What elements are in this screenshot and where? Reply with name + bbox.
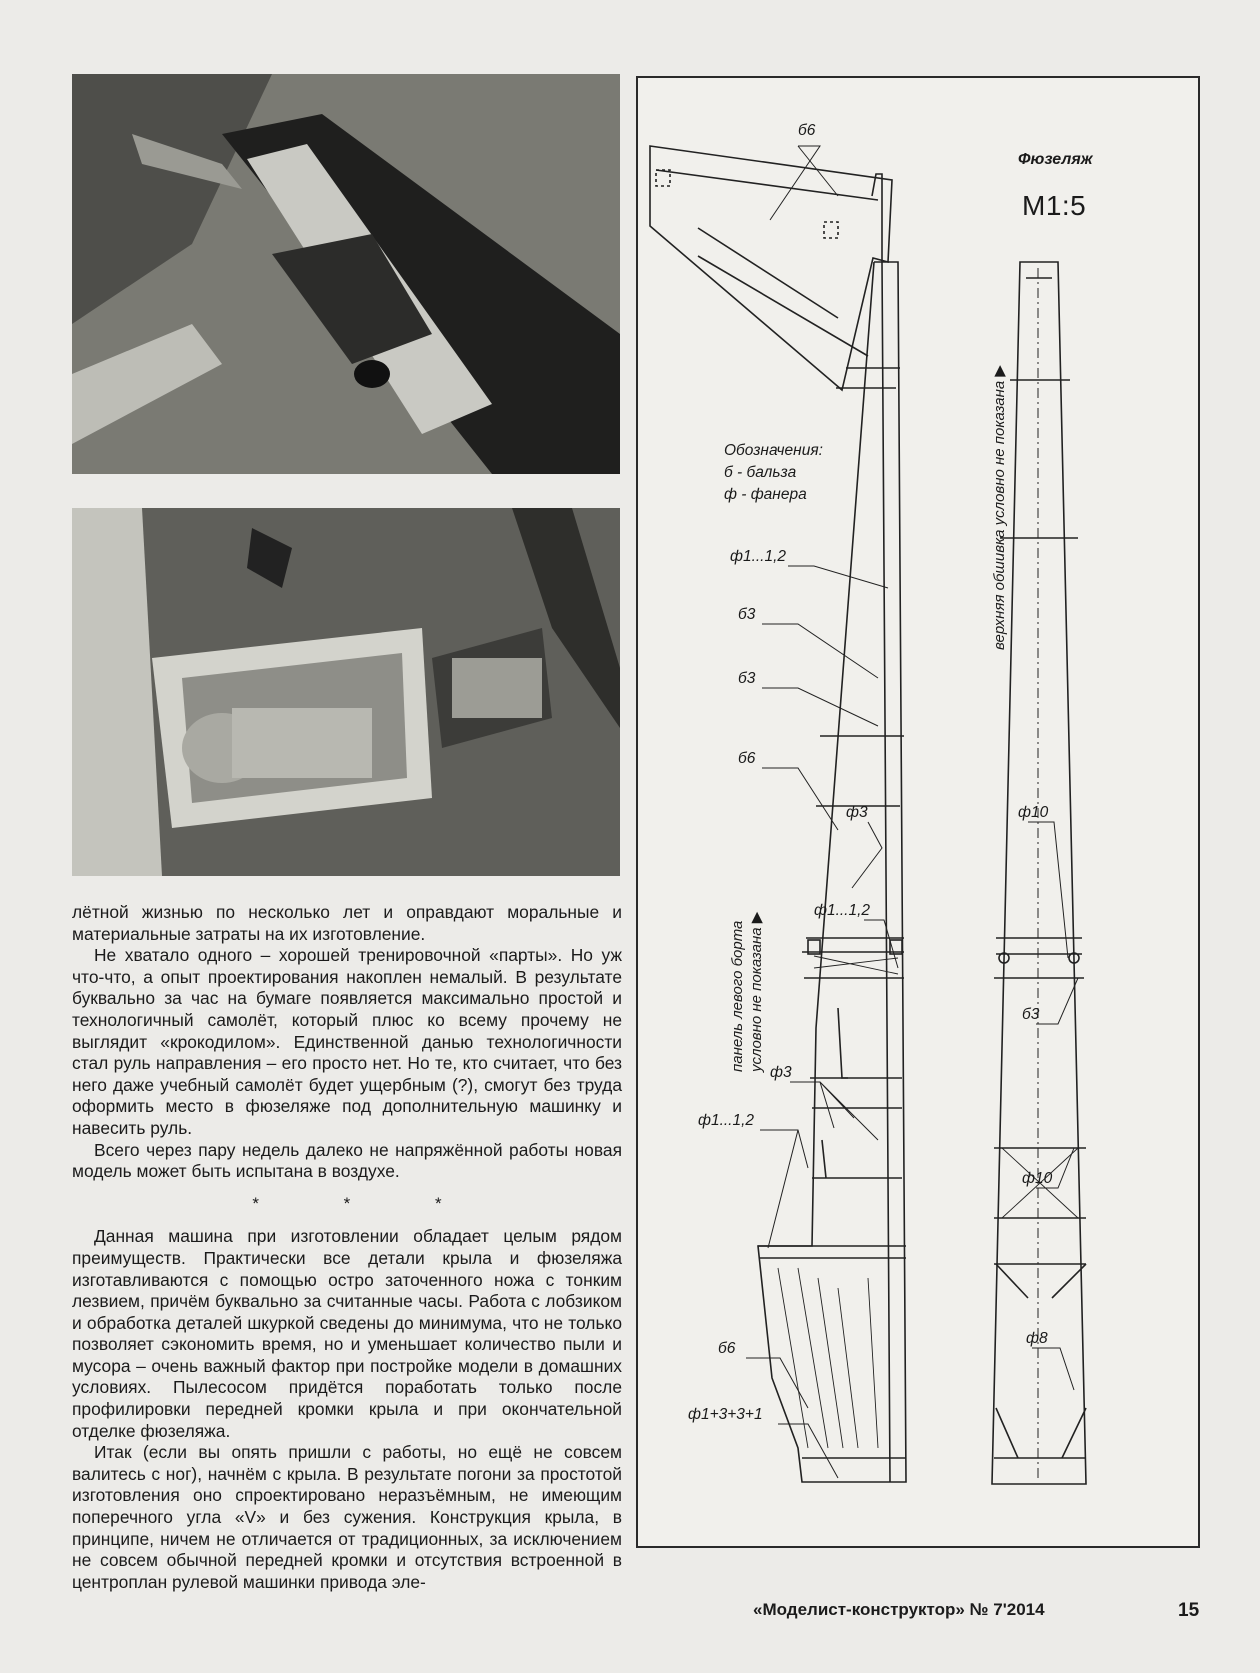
part-label: б3 (738, 606, 756, 623)
drawing-scale: М1:5 (1022, 190, 1087, 221)
legend-plywood: ф - фанера (724, 486, 807, 503)
photo-model-interior (72, 508, 620, 876)
legend (724, 440, 823, 506)
paragraph: Всего через пару недель далеко не напряжённой работы новая модель может быть испытана в воздухе. (72, 1139, 622, 1182)
paragraph: Не хватало одного – хорошей тренировочной «парты». Но уж что-что, а опыт проектирования накоплен немалый. В результате буквально за час на бумаге появляется максимально простой и технологичный самолёт, который плюс ко всему прочему не выглядит «крокодилом». Единственной данью технологичности стал руль направления – его просто нет. Но те, кто считает, что без него даже учебный самолёт будет ущербным (?), смогут без труда оформить место в фюзеляже под дополнительную машинку и навесить руль. (72, 945, 622, 1138)
drawing-title: Фюзеляж (1018, 151, 1093, 168)
paragraph: лётной жизнью по несколько лет и оправдают моральные и материальные затраты на их изготовление. (72, 902, 622, 944)
part-label: ф1+3+3+1 (688, 1406, 763, 1423)
fuselage-drawing (636, 76, 1200, 1548)
part-label: ф1...1,2 (698, 1112, 755, 1129)
legend-balsa: б - бальза (724, 464, 797, 481)
section-separator: * * * (252, 1193, 482, 1213)
legend-heading: Обозначения: (724, 442, 823, 459)
part-label: ф10 (1022, 1170, 1053, 1187)
part-label: б6 (718, 1340, 736, 1357)
page-number: 15 (1178, 1600, 1200, 1621)
part-label: б3 (1022, 1006, 1040, 1023)
part-label: б6 (738, 750, 756, 767)
note-left-panel-line2: условно не показана ▶ (748, 911, 765, 1072)
part-label: ф1...1,2 (814, 902, 871, 919)
article-text (72, 902, 622, 1593)
part-label: ф3 (770, 1064, 792, 1081)
paragraph: Данная машина при изготовлении обладает целым рядом преимуществ. Практически все детали крыла и фюзеляжа изготавливаются с помощью остро заточенного ножа с тонким лезвием, причём буквально за считанные часы. Работа с лобзиком и обработка деталей шкуркой сведены до минимума, что не только позволяет сэкономить время, но и уменьшает количество пыли и мусора – очень важный фактор при постройке модели в домашних условиях. Пылесосом придётся поработать только после профилировки передней кромки крыла и при окончательной отделке фюзеляжа. (72, 1226, 622, 1441)
note-left-panel-line1: панель левого борта (729, 920, 746, 1072)
stabilizer-outline (650, 146, 892, 390)
part-label: ф3 (846, 804, 868, 821)
part-label: б3 (738, 670, 756, 687)
part-label: ф8 (1026, 1330, 1048, 1347)
paragraph: Итак (если вы опять пришли с работы, но ещё не совсем валитесь с ног), начнём с крыла. В результате погони за простотой изготовления оно спроектировано неразъёмным, не имеющим поперечного угла «V» и без сужения. Конструкция крыла, в принципе, ничем не отличается от традиционных, за исключением не совсем обычной передней кромки и отсутствия встроенной в центроплан рулевой машинки привода эле- (72, 1442, 622, 1592)
note-left-panel (728, 912, 766, 1072)
note-top-skin: верхняя обшивка условно не показана ▶ (991, 365, 1008, 650)
magazine-title: «Моделист-конструктор» № 7'2014 (753, 1600, 1045, 1619)
part-label: б6 (798, 122, 816, 139)
photo-model-top (72, 74, 620, 474)
drawing-lines (638, 78, 1198, 1546)
part-label: ф10 (1018, 804, 1049, 821)
part-label: ф1...1,2 (730, 548, 787, 565)
